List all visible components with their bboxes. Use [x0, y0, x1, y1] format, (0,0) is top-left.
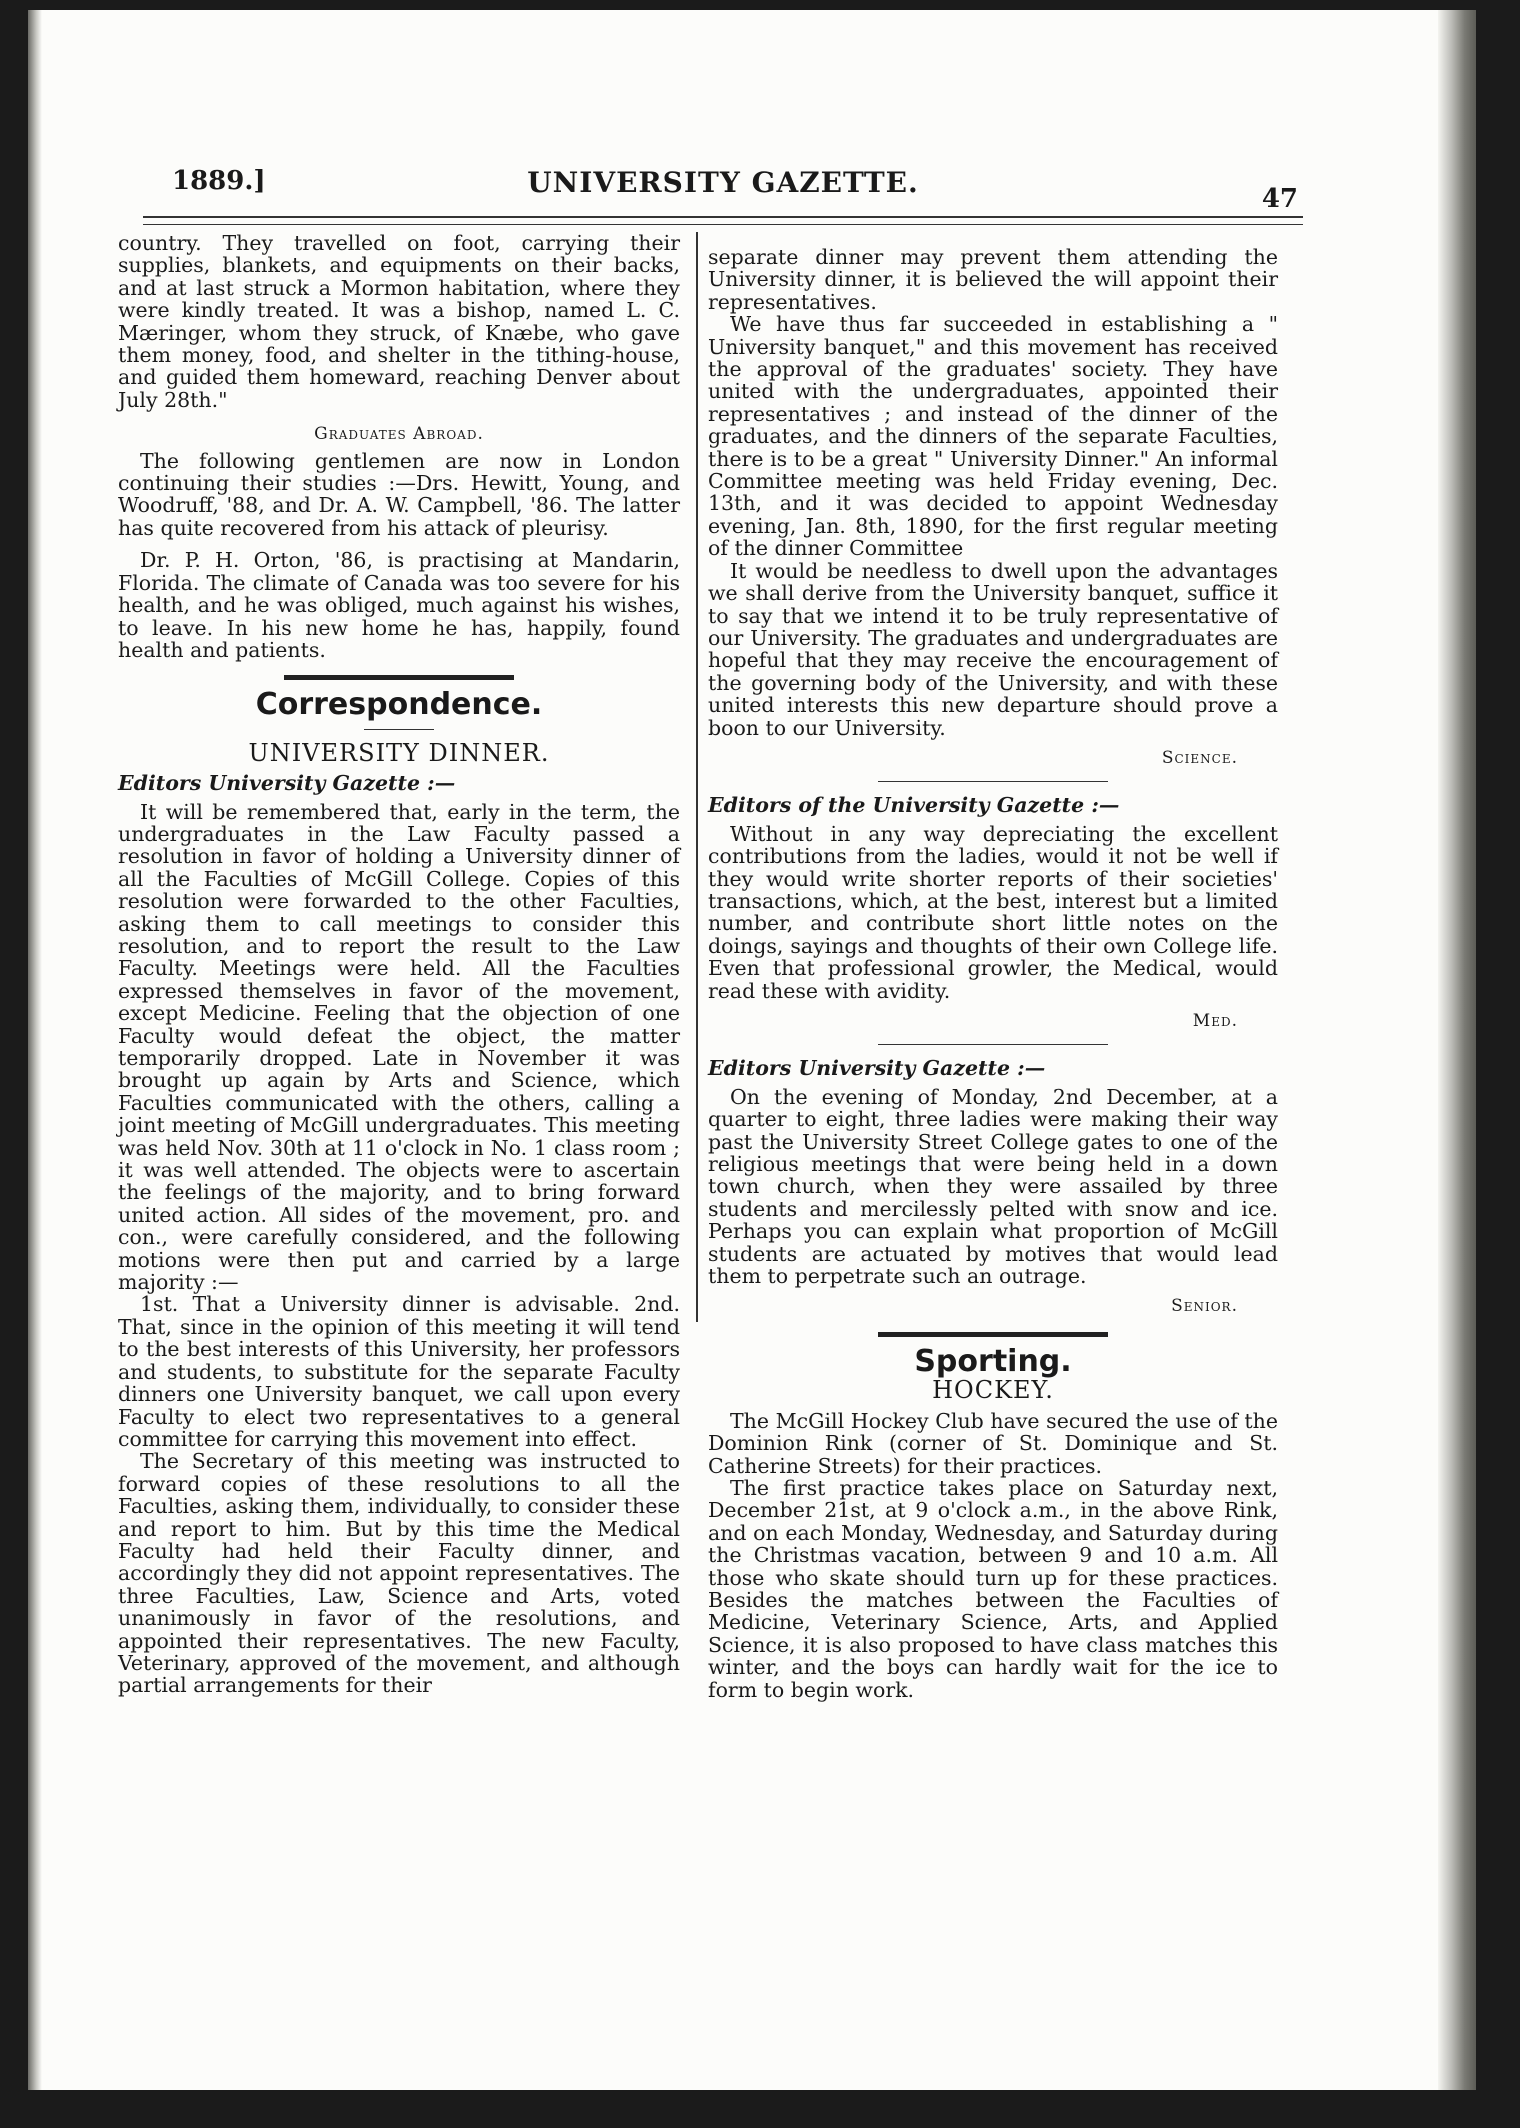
hockey-paragraph-2: The first practice takes place on Saturday next, December 21st, at 9 o'clock a.m., in the above Rink, and on each Monday, Wednesday, and Saturday during the Christmas vacation, between 9 and 10 a.m. All those who skate should turn up for these practices. Besides the matches between the Faculties of Medicine, Veterinary Science, Arts, and Applied Science, it is also proposed to have class matches this winter, and the boys can hardly wait for the ice to form to begin work.: [708, 1475, 1278, 1702]
short-rule: [364, 729, 434, 730]
letter-divider: [878, 781, 1108, 782]
article-title: UNIVERSITY DINNER.: [248, 738, 550, 767]
scan-binding-edge: [1438, 10, 1476, 2090]
graduates-paragraph-2: Dr. P. H. Orton, '86, is practising at Mandarin, Florida. The climate of Canada was too severe for his health, and he was obliged, much against his wishes, to leave. In his new home he has, happily, found health and patients.: [118, 548, 680, 662]
editor-salutation: Editors University Gazette :—: [118, 771, 456, 796]
section-rule-2: [878, 1332, 1108, 1337]
correspondence-heading: Correspondence.: [255, 687, 543, 723]
right-column: [708, 246, 1278, 1701]
signature-science: Science.: [1161, 747, 1238, 768]
continued-paragraph: separate dinner may prevent them attending the University dinner, it is believed the will appoint their representatives.: [708, 245, 1278, 314]
editor-salutation-2: Editors of the University Gazette :—: [708, 793, 1120, 818]
signature-med: Med.: [1192, 1011, 1238, 1031]
graduates-paragraph-1: The following gentlemen are now in London continuing their studies :—Drs. Hewitt, Young, and Woodruff, '88, and Dr. A. W. Campbell, '86. The latter has quite recovered from his attack of pleurisy.: [118, 448, 680, 540]
letter-senior: On the evening of Monday, 2nd December, at a quarter to eight, three ladies were making their way past the University Street College gates to one of the religious meetings that were being held in a down town church, when they were assailed by three students and mercilessly pelted with snow and ice. Perhaps you can explain what proportion of McGill students are actuated by motives that would lead them to perpetrate such an outrage.: [708, 1084, 1278, 1289]
header-page-number: 47: [1261, 184, 1298, 214]
signature-senior: Senior.: [1171, 1296, 1238, 1317]
sporting-heading: Sporting.: [914, 1343, 1072, 1379]
dinner-paragraph-1: It will be remembered that, early in the term, the undergraduates in the Law Faculty passed a resolution in favor of holding a University dinner of all the Faculties of McGill College. Copies of this resolution were forwarded to the other Faculties, asking them to call meetings to consider this resolution, and to report the result to the Law Faculty. Meetings were held. All the Faculties expressed themselves in favor of the movement, except Medicine. Feeling that the objection of one Faculty would defeat the object, the matter temporarily dropped. Late in November it was brought up again by Arts and Science, which Faculties communicated with the others, calling a joint meeting of McGill undergraduates. This meeting was held Nov. 30th at 11 o'clock in No. 1 class room ; it was well attended. The objects were to ascertain the feelings of the majority, and to bring forward united action. All sides of the movement, pro. and con., were carefully considered, and the following motions were then put and carried by a large majority :—: [118, 799, 680, 1295]
page-header: [148, 160, 1298, 214]
intro-paragraph: country. They travelled on foot, carrying their supplies, blankets, and equipments on their backs, and at last struck a Mormon habitation, where they were kindly treated. It was a bishop, named L. C. Mæringer, whom they struck, of Knæbe, who gave them money, food, and shelter in the tithing-house, and guided them homeward, reaching Denver about July 28th.": [118, 231, 680, 412]
dinner-paragraph-2: 1st. That a University dinner is advisable. 2nd. That, since in the opinion of this meeting it will tend to the best interests of this University, her professors and students, to substitute for the separate Faculty dinners one University banquet, we call upon every Faculty to elect two representatives to a general committee for carrying this movement into effect.: [118, 1292, 680, 1451]
header-year: 1889.]: [172, 166, 266, 196]
hockey-title: HOCKEY.: [932, 1376, 1054, 1405]
dinner-paragraph-3: The Secretary of this meeting was instructed to forward copies of these resolutions to all the Faculties, asking them, individually, to consider these and report to him. But by this time the Medical Faculty had held their Faculty dinner, and accordingly they did not appoint representatives. The three Faculties, Law, Science and Arts, voted unanimously in favor of the resolutions, and appointed their representatives. The new Faculty, Veterinary, approved of the movement, and although partial arrangements for their: [118, 1449, 680, 1698]
editor-salutation-3: Editors University Gazette :—: [708, 1056, 1046, 1081]
dinner-paragraph-4: We have thus far succeeded in establishing a " University banquet," and this movement has received the approval of the graduates' society. They have united with the undergraduates, appointed their representatives ; and instead of the dinner of the graduates, and the dinners of the separate Faculties, there is to be a great " University Dinner." An informal Committee meeting was held Friday evening, Dec. 13th, and it was decided to appoint Wednesday evening, Jan. 8th, 1890, for the first regular meeting of the dinner Committee: [708, 312, 1278, 561]
letter-med: Without in any way depreciating the excellent contributions from the ladies, would it not be well if they would write shorter reports of their societies' transactions, which, at the best, interest but a limited number, and contribute short little notes on the doings, sayings and thoughts of their own College life. Even that professional growler, the Medical, would read these with avidity.: [708, 821, 1278, 1003]
section-rule: [284, 675, 514, 680]
scan-left-edge: [28, 10, 42, 2090]
header-title: UNIVERSITY GAZETTE.: [527, 166, 919, 199]
newspaper-page: [28, 10, 1476, 2090]
graduates-heading: Graduates Abroad.: [314, 424, 484, 445]
letter-divider-2: [878, 1044, 1108, 1045]
header-rule: [143, 216, 1303, 225]
left-column: [118, 232, 680, 1697]
column-divider: [696, 232, 698, 1322]
dinner-paragraph-5: It would be needless to dwell upon the advantages we shall derive from the University banquet, suffice it to say that we intend it to be truly representative of our University. The graduates and undergraduates are hopeful that they may receive the encouragement of the governing body of the University, and with these united interests this new departure should prove a boon to our University.: [708, 558, 1278, 740]
hockey-paragraph-1: The McGill Hockey Club have secured the use of the Dominion Rink (corner of St. Dominique and St. Catherine Streets) for their practices.: [708, 1408, 1278, 1478]
